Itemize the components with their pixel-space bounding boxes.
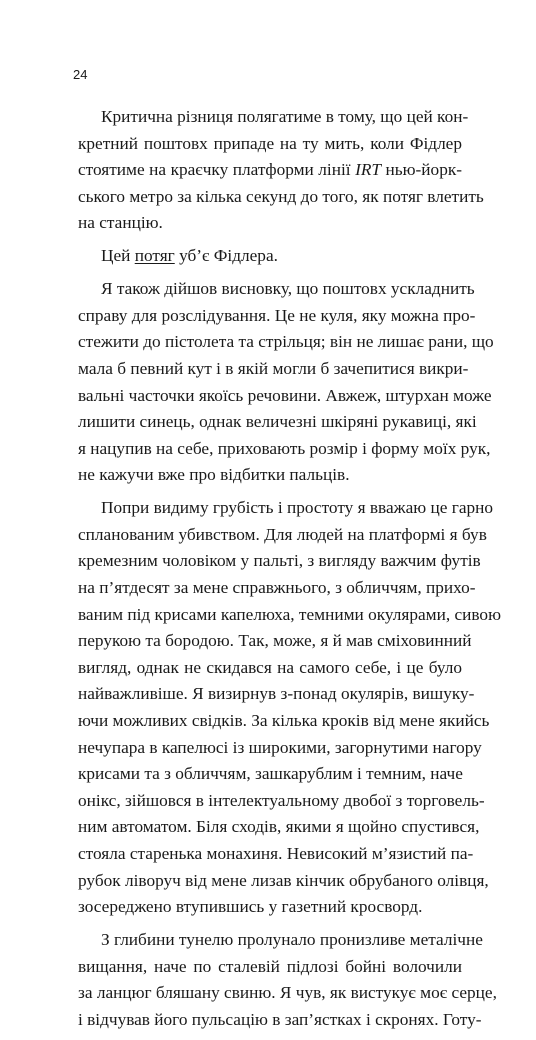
page-number: 24 [73,67,88,82]
text-line [78,157,462,184]
text-line: ним автоматом. Біля сходів, якими я щойно спустився, [78,817,480,837]
paragraph [78,104,484,237]
text-line: стежити до пістолета та стрільця; він не лишає рани, що [78,332,494,352]
paragraph [78,495,501,921]
underlined-text: потяг [134,246,175,266]
text-line: нечупара в капелюсі із широкими, загорнутими нагору [78,737,482,757]
text-line: кремезним чоловіком у пальті, з вигляду важчим футів [78,551,481,571]
text-line: онікс, зійшовся в інтелектуальному двобої з торговель- [78,790,485,810]
text-line: найважливіше. Я визирнув з-понад окулярів, вишуку- [78,684,475,704]
text-line: вищання, наче по сталевій підлозі бойні волочили [78,956,462,976]
text-line: кретний поштовх припаде на ту мить, коли Фідлер [78,133,462,153]
text-segment: нью-йорк- [381,160,462,180]
text-line: крисами та з обличчям, зашкарублим і темним, наче [78,764,463,784]
text-line: вигляд, однак не скидався на самого себе, і це було [78,657,462,677]
text-line: ського метро за кілька секунд до того, як потяг влетить [78,186,484,206]
text-line: Попри видиму грубість і простоту я вважаю це гарно [101,498,494,518]
text-line: на п’ятдесят за мене справжнього, з обличчям, прихо- [78,577,476,597]
text-line: зосереджено втупившись у газетний кросворд. [78,897,423,917]
text-line: Критична різниця полягатиме в тому, що цей кон- [101,107,469,126]
text-line: і відчував його пульсацію в зап’ястках і скронях. Готу- [78,1009,482,1029]
text-line: за ланцюг бляшану свиню. Я чув, як вистукує моє серце, [78,983,497,1003]
text-line: Я також дійшов висновку, що поштовх ускладнить [101,279,475,299]
text-line: на станцію. [78,213,163,233]
text-line: рубок ліворуч від мене лизав кінчик обрубаного олівця, [78,870,489,890]
text-line: я нацупив на себе, приховають розмір і форму моїх рук, [78,438,491,458]
text-segment: стоятиме на краєчку платформи лінії [78,160,356,180]
paragraph [78,243,462,270]
text-line: перукою та бородою. Так, може, я й мав сміховинний [78,631,472,651]
text-line: справу для розслідування. Це не куля, яку можна про- [78,305,476,325]
italic-text: IRT [355,160,381,180]
text-line: вальні часточки якоїсь речовини. Авжеж, штурхан може [78,385,492,405]
text-line: ючи можливих свідків. За кілька кроків від мене якийсь [78,710,490,730]
text-segment: Цей [101,246,135,266]
text-line: мала б певний кут і в якій могли б зачепитися викри- [78,358,469,378]
text-segment: уб’є Фідлера. [174,246,278,266]
body-text [78,104,501,1040]
text-line: стояла старенька монахиня. Невисокий м’язистий па- [78,843,474,863]
text-line: З глибини тунелю пролунало пронизливе металічне [101,930,483,949]
text-line: не кажучи вже про відбитки пальців. [78,465,350,485]
text-line: спланованим убивством. Для людей на платформі я був [78,524,487,544]
paragraph [78,276,494,489]
paragraph [78,927,497,1033]
text-line: лишити синець, однак величезні шкіряні рукавиці, які [78,412,477,432]
text-line: ваним під крисами капелюха, темними окулярами, сивою [78,604,501,624]
text-line [78,243,462,270]
